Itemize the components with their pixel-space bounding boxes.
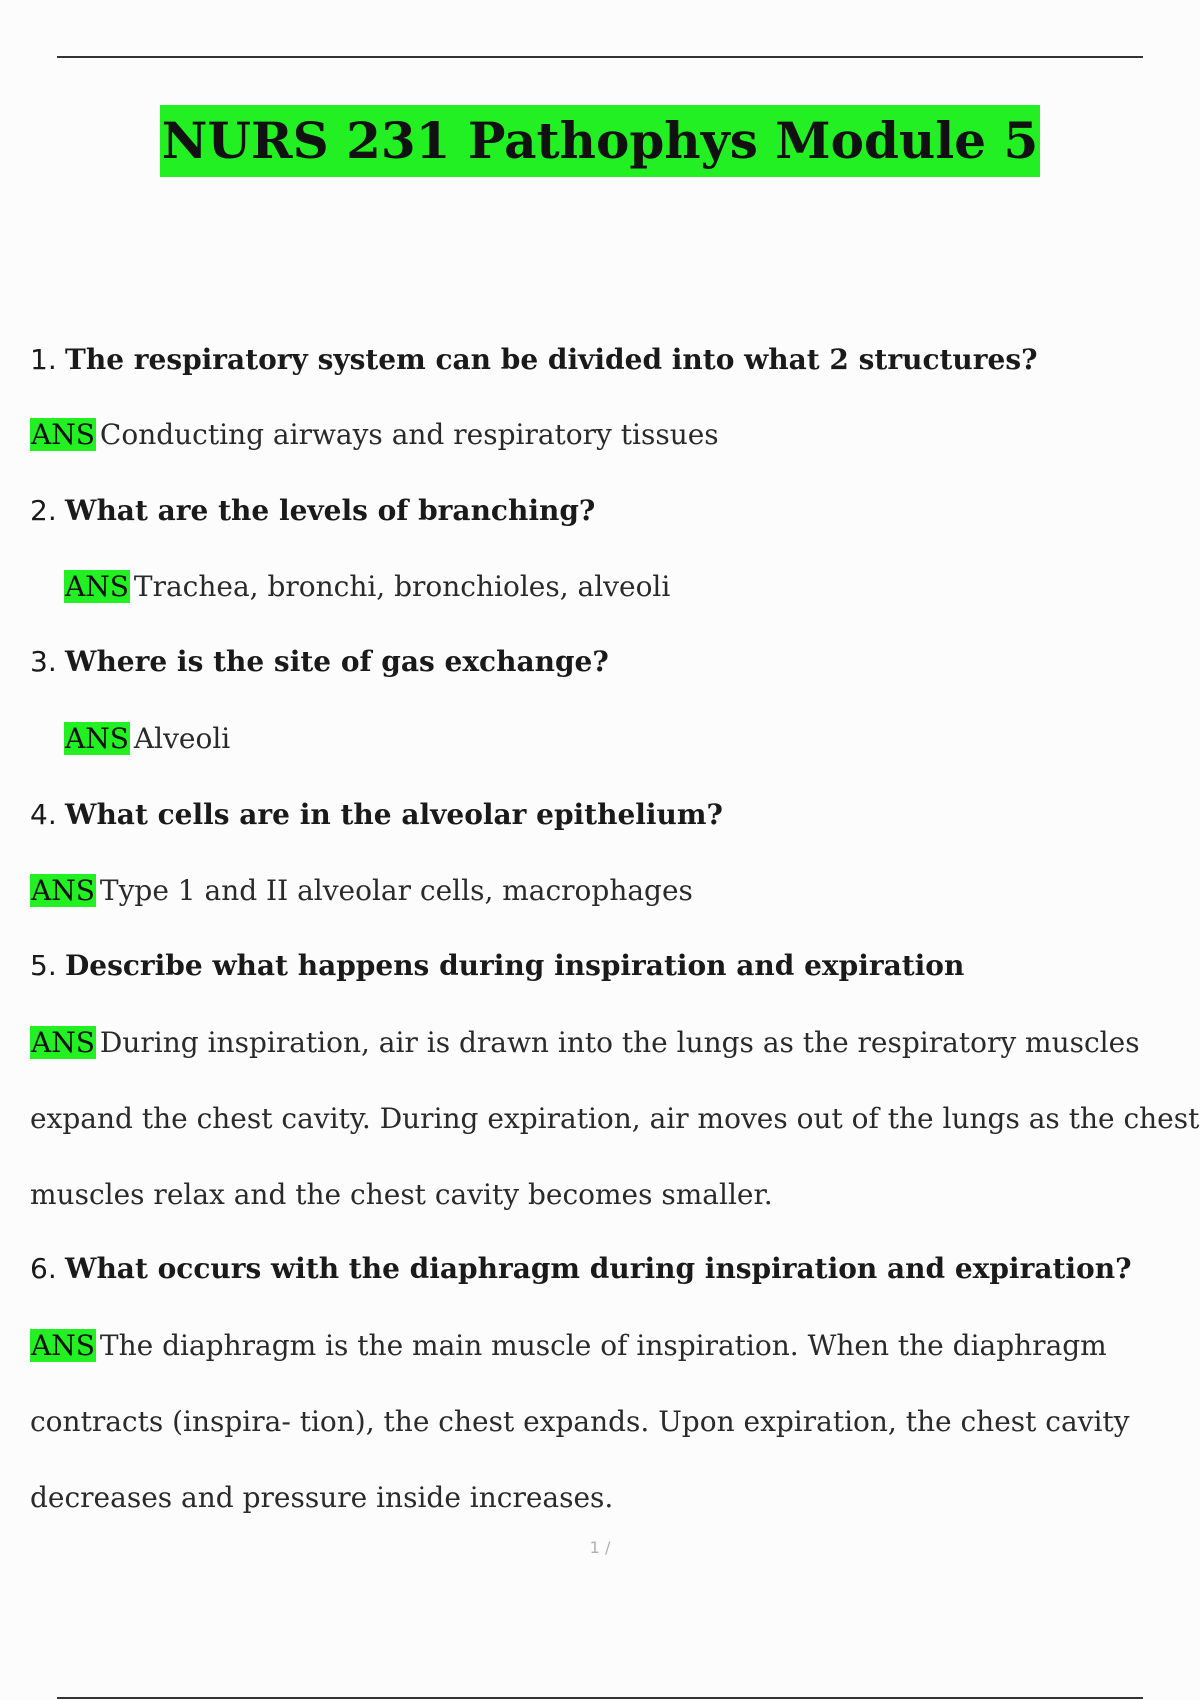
ans-label: ANS [31,1026,95,1059]
ans-label: ANS [65,570,129,603]
answer-4 [30,853,1200,929]
ans-label: ANS [31,874,95,907]
answer-text: Type 1 and II alveolar cells, macrophages [99,874,693,907]
answer-text: During inspiration, air is drawn into the lungs as the respiratory muscles expand the chest cavity. During expiration, air moves out of the lungs as the chest muscles relax and the chest cavity becomes smaller. [30,1026,1200,1211]
answer-5 [30,1005,1200,1233]
question-text: Where is the site of gas exchange? [65,645,609,678]
question-text: What occurs with the diaphragm during inspiration and expiration? [65,1252,1132,1285]
question-number: 4. [30,798,57,831]
question-6 [30,1249,1131,1289]
answer-text: Trachea, bronchi, bronchioles, alveoli [133,570,671,603]
page-number: 1 / [589,1538,611,1557]
question-2 [30,491,595,531]
top-divider [57,56,1143,58]
answer-text: Conducting airways and respiratory tissues [99,418,719,451]
question-5 [30,946,964,986]
question-number: 5. [30,949,57,982]
question-text: The respiratory system can be divided into what 2 structures? [65,343,1038,376]
question-text: What cells are in the alveolar epithelium? [65,798,723,831]
answer-text: Alveoli [133,722,231,755]
question-number: 2. [30,494,57,527]
title-container [0,105,1200,177]
question-4 [30,795,723,835]
question-text: Describe what happens during inspiration and expiration [65,949,965,982]
bottom-divider [57,1697,1143,1699]
page-title: NURS 231 Pathophys Module 5 [160,105,1041,177]
answer-6 [30,1308,1200,1536]
question-3 [30,642,609,682]
question-number: 3. [30,645,57,678]
ans-label: ANS [65,722,129,755]
ans-label: ANS [31,1329,95,1362]
question-number: 1. [30,343,57,376]
answer-2 [64,549,1200,625]
question-1 [30,340,1038,380]
ans-label: ANS [31,418,95,451]
question-text: What are the levels of branching? [65,494,596,527]
answer-3 [64,701,1200,777]
answer-1 [30,397,1200,473]
answer-text: The diaphragm is the main muscle of inspiration. When the diaphragm contracts (inspira- tion), the chest expands. Upon expiration, the chest cavity decreases and pressure inside increases. [30,1329,1130,1514]
question-number: 6. [30,1252,57,1285]
